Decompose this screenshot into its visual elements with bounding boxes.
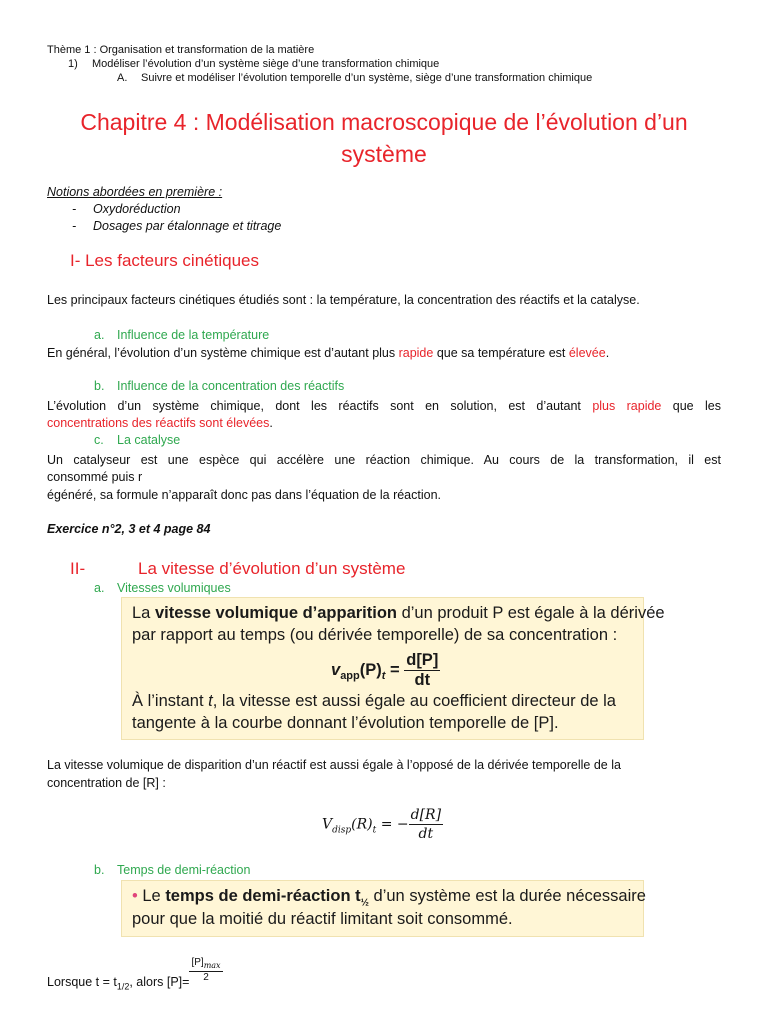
formula-subscript: t: [381, 670, 386, 683]
bullet-icon: •: [132, 887, 138, 905]
subsection-b-label: b.: [94, 379, 105, 393]
header-line2-num: A.: [117, 72, 128, 84]
box-line: [132, 690, 616, 713]
catalyse-text-line1: Un catalyseur est une espèce qui accélère une réaction chimique. Au cours de la transformation, il est: [47, 453, 721, 467]
notions-heading: Notions abordées en première :: [47, 185, 223, 199]
fraction-numerator: d[P]: [406, 651, 439, 669]
subscript: 1/2: [116, 981, 130, 992]
fraction-numerator: d[R]: [410, 807, 442, 823]
subsection-2b-title: Temps de demi-réaction: [117, 863, 251, 877]
text-run: À l’instant: [132, 692, 209, 710]
formula-subscript: t: [372, 825, 377, 836]
formula-symbol: v: [331, 660, 341, 679]
concentration-text-line1: [47, 398, 721, 415]
formula-vdisp: [322, 806, 443, 843]
bold-term: temps de demi-réaction t: [165, 887, 361, 905]
text-run: La: [132, 604, 155, 622]
text-run: d’un système est la durée nécessaire: [368, 887, 646, 905]
catalyse-text-line3: égénéré, sa formule n’apparaît donc pas dans l’équation de la réaction.: [47, 488, 442, 502]
chapter-title-line2: système: [341, 141, 427, 167]
header-line2: Suivre et modéliser l’évolution temporelle d’un système, siège d’une transformation chimique: [141, 72, 593, 84]
box-line: par rapport au temps (ou dérivée temporelle) de sa concentration :: [132, 626, 618, 644]
subsection-2b-label: b.: [94, 863, 105, 877]
section-heading-1: I- Les facteurs cinétiques: [70, 251, 259, 270]
subsection-2a-title: Vitesses volumiques: [117, 581, 231, 595]
italic-t: t: [208, 692, 213, 710]
box-line: tangente à la courbe donnant l’évolution temporelle de [P].: [132, 714, 559, 732]
section-heading-2: La vitesse d’évolution d’un système: [138, 559, 406, 578]
header-line1-num: 1): [68, 58, 78, 70]
chapter-title-line1: Chapitre 4 : Modélisation macroscopique de l’évolution d’un: [80, 109, 688, 135]
section1-intro: Les principaux facteurs cinétiques étudiés sont : la température, la concentration des réactifs et la catalyse.: [47, 293, 640, 307]
disparition-text-line1: La vitesse volumique de disparition d’un réactif est aussi égale à l’opposé de la dérivée temporelle de la: [47, 758, 621, 772]
text-run: Lorsque t = t: [47, 975, 117, 989]
formula-part: (R): [351, 816, 373, 833]
text-run: d’un produit P est égale à la dérivée: [397, 604, 665, 622]
fraction-numerator: [P]: [191, 957, 204, 968]
fraction-denominator: 2: [203, 972, 209, 983]
definition-box-vitesse: [121, 597, 665, 740]
text-run: .: [605, 346, 610, 360]
formula-equals: = −: [376, 816, 409, 833]
disparition-text-line2: concentration de [R] :: [47, 776, 166, 790]
text-run: , alors [P]=: [129, 975, 190, 989]
box-line: pour que la moitié du réactif limitant soit consommé.: [132, 910, 513, 928]
text-run: En général, l’évolution d’un système chimique est d’autant plus: [47, 346, 399, 360]
box-line: [132, 602, 665, 625]
dash: -: [72, 202, 77, 216]
highlight-elevee: élevée: [568, 346, 606, 360]
subsection-c-title: La catalyse: [117, 433, 181, 447]
formula-fraction: [409, 806, 443, 843]
concentration-text-line2: [47, 415, 273, 432]
demi-reaction-condition: [47, 957, 223, 996]
text-run: Le: [137, 887, 166, 905]
notions-item: [72, 218, 282, 235]
catalyse-text-line2: consommé puis r: [47, 470, 143, 484]
highlight-rapide: rapide: [398, 346, 434, 360]
bold-term: vitesse volumique d’apparition: [154, 604, 397, 622]
formula-subscript: disp: [332, 825, 352, 836]
chapter-title: [40, 106, 728, 170]
text-run: .: [269, 416, 273, 430]
formula-fraction: [404, 651, 440, 690]
dash: -: [72, 219, 77, 233]
notions-item: [72, 201, 181, 218]
subsection-2a-label: a.: [94, 581, 105, 595]
highlight-concentrations: concentrations des réactifs sont élevées: [47, 416, 270, 430]
notions-item-text: Oxydoréduction: [93, 202, 181, 216]
text-run: L’évolution d’un système chimique, dont les réactifs sont en solution, est d’autant: [47, 399, 593, 413]
exercise-reference: Exercice n°2, 3 et 4 page 84: [47, 522, 211, 536]
fraction-denominator: dt: [414, 671, 431, 689]
notions-item-text: Dosages par étalonnage et titrage: [93, 219, 282, 233]
formula-subscript: app: [340, 670, 360, 683]
formula-symbol: V: [322, 816, 333, 833]
definition-box-demi-reaction: [121, 880, 644, 937]
section-heading-2-num: II-: [70, 559, 86, 578]
text-run: , la vitesse est aussi égale au coefficient directeur de la: [212, 692, 616, 710]
text-run: que les: [661, 399, 722, 413]
header-line1: Modéliser l’évolution d’un système siège d’une transformation chimique: [92, 58, 440, 70]
temperature-text: [47, 345, 609, 362]
subscript: max: [203, 961, 221, 970]
subsection-a-title: Influence de la température: [117, 328, 270, 342]
subsection-c-label: c.: [94, 433, 104, 447]
formula-fraction: [189, 957, 222, 983]
subsection-a-label: a.: [94, 328, 105, 342]
subscript: ½: [360, 897, 369, 909]
formula-equals: =: [385, 660, 405, 679]
formula-part: (P): [359, 660, 382, 679]
text-run: que sa température est: [433, 346, 569, 360]
theme-line: Thème 1 : Organisation et transformation de la matière: [47, 44, 315, 56]
highlight-plus-rapide: plus rapide: [592, 399, 662, 413]
subsection-b-title: Influence de la concentration des réactifs: [117, 379, 345, 393]
formula-vapp: [331, 651, 440, 690]
fraction-denominator: dt: [418, 826, 434, 842]
